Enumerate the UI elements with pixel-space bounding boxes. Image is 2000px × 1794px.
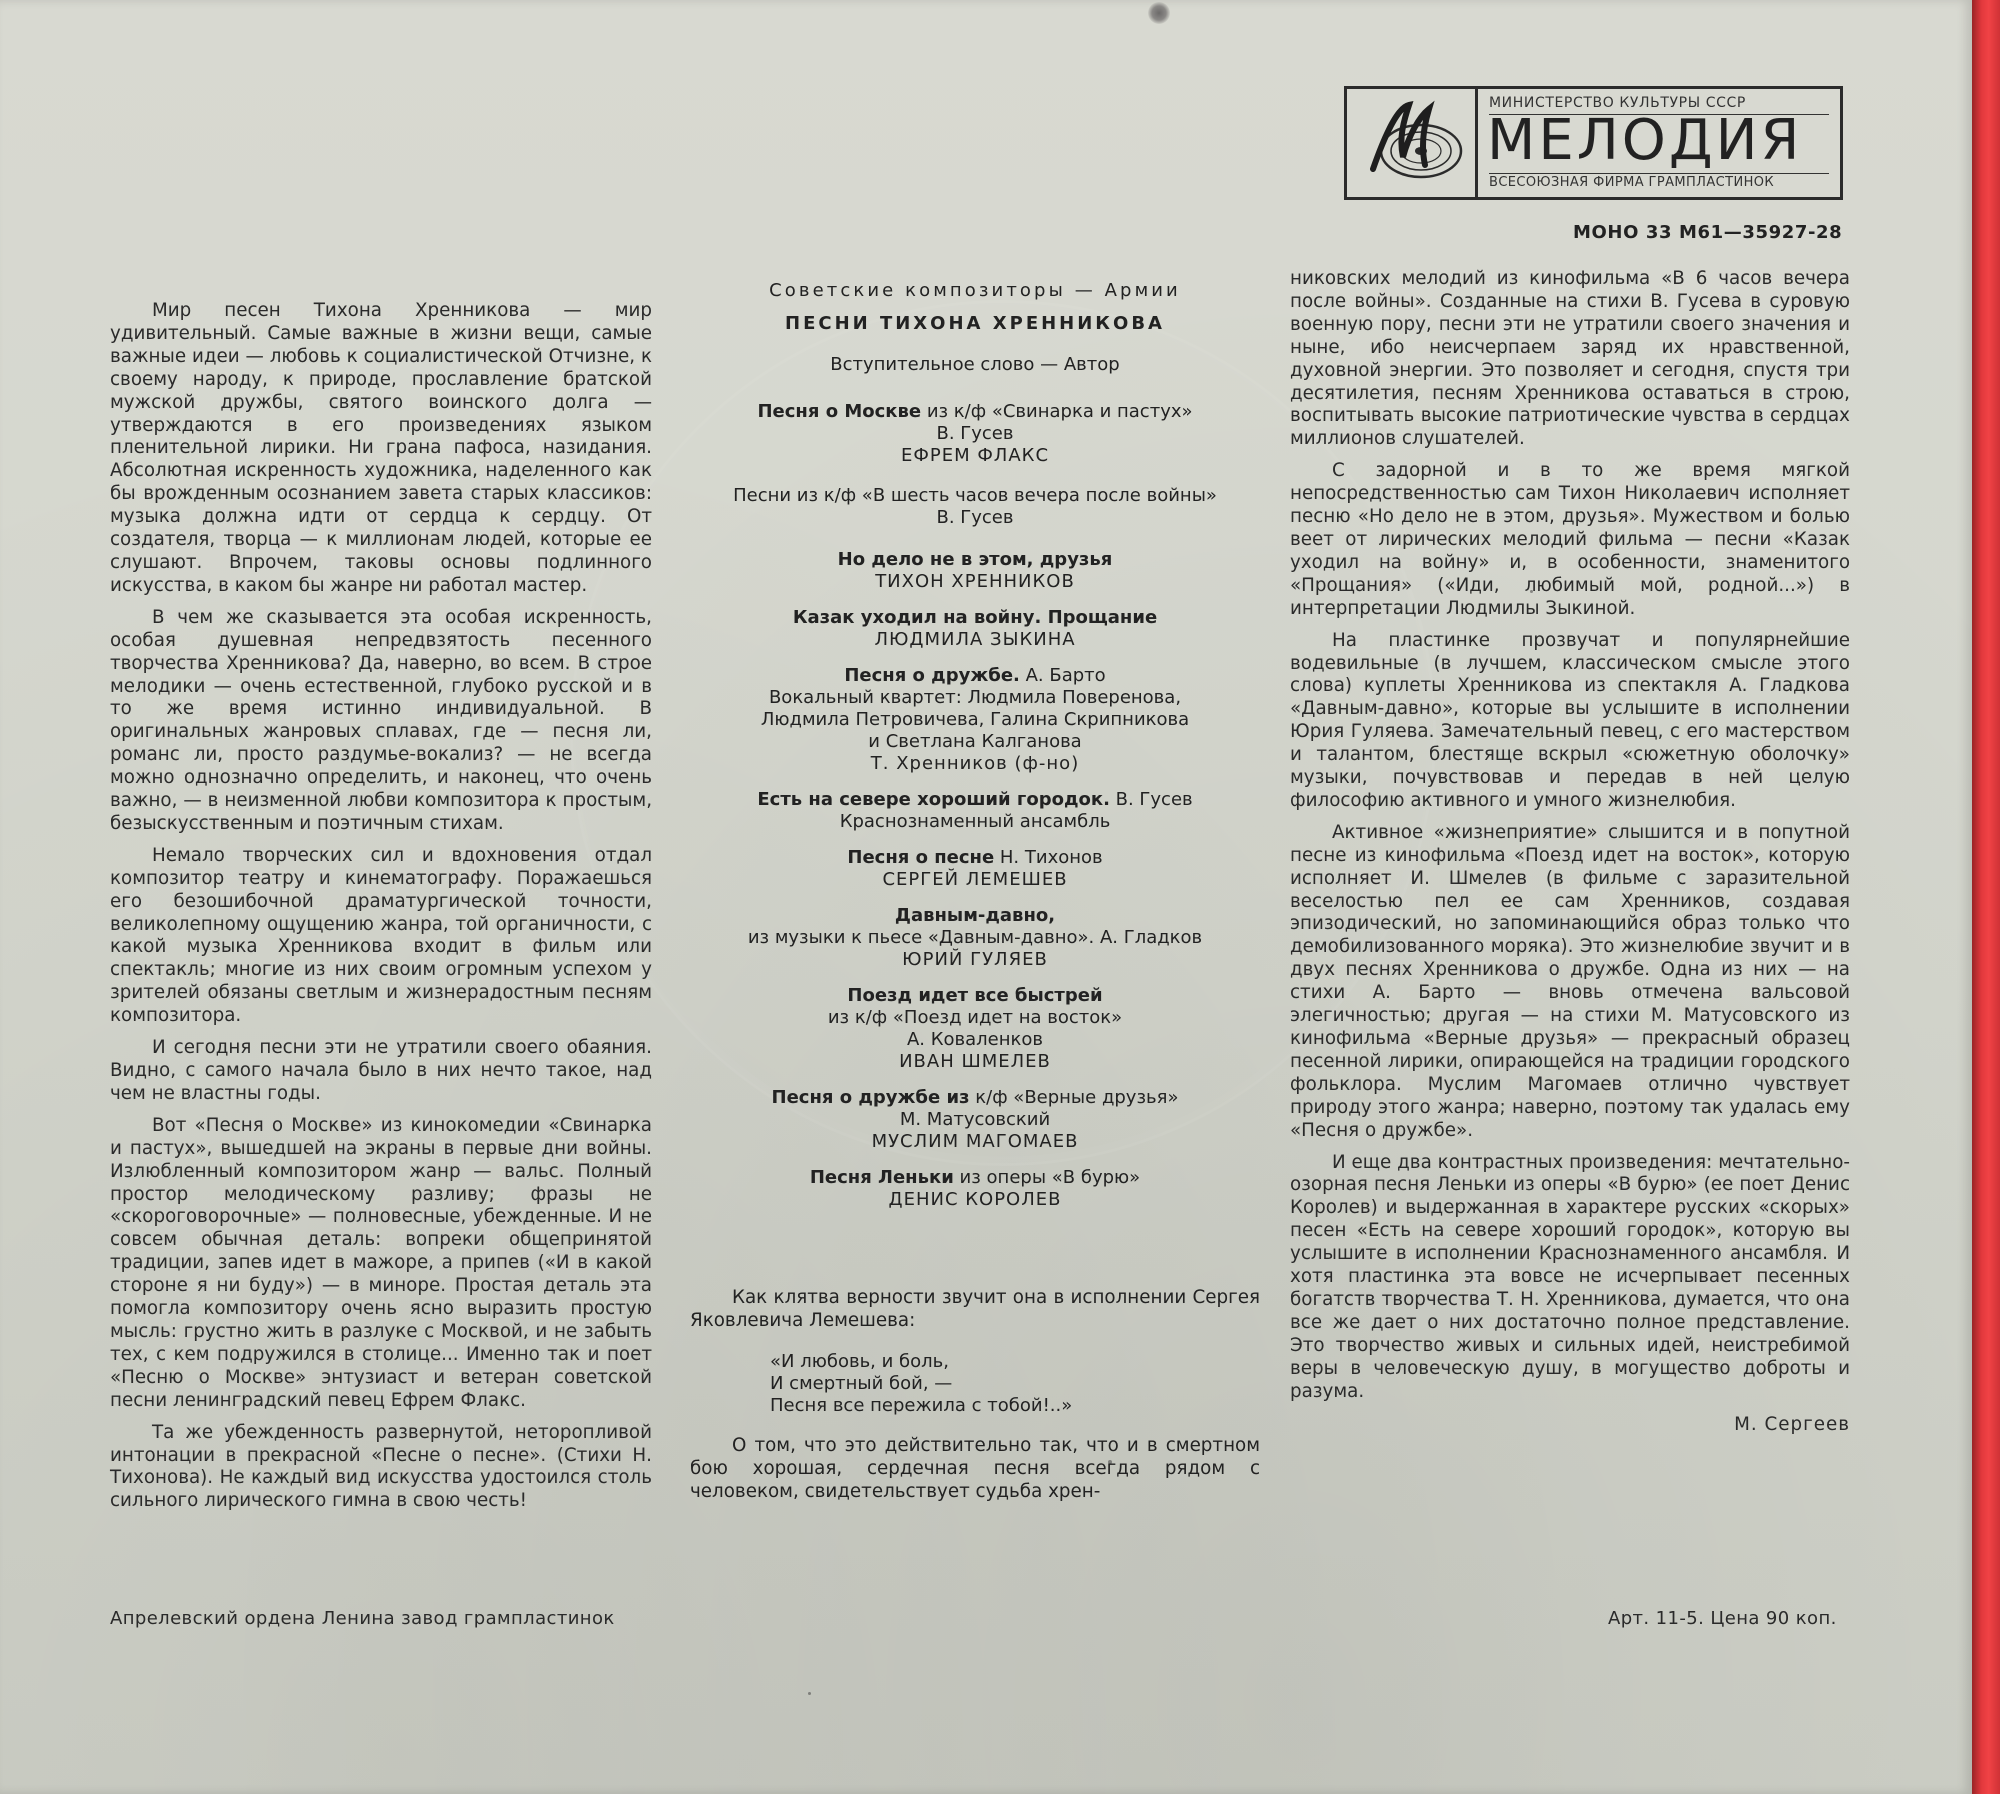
track-title: Песня о дружбе. — [844, 665, 1020, 686]
liner-paragraph: О том, что это действительно так, что и в смертном бою хорошая, сердечная песня всегда рядом с человеком, свидетельствует судьба хрен- — [690, 1434, 1260, 1502]
print-speck — [808, 1692, 811, 1695]
quote-line: Песня все пережила с тобой!..» — [770, 1394, 1073, 1416]
track-performer: СЕРГЕЙ ЛЕМЕШЕВ — [882, 869, 1068, 890]
center-prose — [690, 1287, 1260, 1504]
logo-ministry-text: МИНИСТЕРСТВО КУЛЬТУРЫ СССР — [1489, 95, 1746, 111]
track-poet: Н. Тихонов — [994, 847, 1103, 868]
liner-paragraph: Активное «жизнеприятие» слышится и в попутной песне из кинофильма «Поезд идет на восток», которую исполняет И. Шмелев (в фильме с заразительной веселостью пел ее сам Хренников, создавая эпизодический, но запоминающийся образ только что демобилизованного моряка). Это жизнелюбие звучит и в двух песнях Хренникова о дружбе. Одна из них — на стихи А. Барто — вновь отмечена вальсовой элегичностью; другая — на стихи М. Матусовского из кинофильма «Верные друзья» — прекрасный образец песенной лирики, опирающейся на традиции городского фольклора. Муслим Магомаев отлично чувствует природу этого жанра; наверно, поэтому так удалась ему «Песня о дружбе». — [1290, 821, 1850, 1141]
series-title: Советские композиторы — Армии — [769, 280, 1181, 301]
track-poet: В. Гусев — [936, 507, 1014, 528]
liner-paragraph: Мир песен Тихона Хренникова — мир удивительный. Самые важные в жизни вещи, самые важные идеи — любовь к социалистической Отчизне, к своему народу, к природе, прославление братской мужской дружбы, святого воинского долга — утверждаются в его произведениях языком пленительной лирики. Ни грана пафоса, назидания. Абсолютная искренность художника, наделенного как бы врожденным осознанием завета старых классиков: музыка должна идти от сердца к сердцу. От создателя, творца — к миллионам людей, которые ее слушают. Впрочем, таковы основы подлинного искусства, в каком бы жанре ни работал мастер. — [110, 300, 652, 596]
track-title: Песня Леньки — [809, 1167, 954, 1188]
quote-line: И смертный бой, — — [770, 1372, 953, 1394]
track-performer: ЕФРЕМ ФЛАКС — [900, 445, 1050, 466]
track-performer: МУСЛИМ МАГОМАЕВ — [871, 1131, 1079, 1152]
track-source: из музыки к пьесе «Давным-давно». А. Гладков — [747, 927, 1203, 948]
track-item — [690, 1087, 1260, 1153]
track-title: Песня о песне — [847, 847, 995, 868]
track-title: Песня о Москве — [757, 401, 922, 422]
tracklist-column — [690, 280, 1260, 1514]
track-title: Давным-давно, — [894, 905, 1056, 926]
film-songs-heading — [690, 485, 1260, 529]
track-item — [690, 847, 1260, 891]
track-item — [690, 665, 1260, 775]
track-title: Казак уходил на войну. Прощание — [792, 607, 1158, 628]
track-performer: ИВАН ШМЕЛЕВ — [899, 1051, 1051, 1072]
track-item — [690, 1167, 1260, 1211]
liner-paragraph: И сегодня песни эти не утратили своего обаяния. Видно, с самого начала было в них нечто такое, над чем не властны годы. — [110, 1037, 652, 1104]
track-item — [690, 985, 1260, 1073]
liner-paragraph: В чем же сказывается эта особая искренность, особая душевная непредвзятость песенного творчества Хренникова? Да, наверно, во всем. В строе мелодики — очень естественной, глубоко русской и в то же время истинно индивидуальной. В оригинальных жанровых сплавах, где — песня ли, романс ли, просто раздумье-вокализ? — не всегда можно однозначно определить, и наконец, что очень важно, — в неизменной любви композитора к простым, безыскусственным и поэтичным стихам. — [110, 606, 652, 834]
logo-divider — [1475, 89, 1478, 197]
track-poet: А. Барто — [1019, 665, 1106, 686]
track-item — [690, 905, 1260, 971]
track-performer: ТИХОН ХРЕННИКОВ — [875, 571, 1075, 592]
logo-brand-name: МЕЛОДИЯ — [1487, 108, 1803, 173]
liner-notes-right-column — [1290, 268, 1850, 1445]
liner-paragraph: Немало творческих сил и вдохновения отдал композитор театру и кинематографу. Поражаешься его безошибочной драматургической точности, великолепному ощущению жанра, той органичности, с какой музыка Хренникова входит в фильм или спектакль; многие из них своим огромным успехом у зрителей обязаны светлым и жизнерадостным песням композитора. — [110, 844, 652, 1027]
track-title: Но дело не в этом, друзья — [837, 549, 1113, 570]
track-poet: М. Матусовский — [899, 1109, 1051, 1130]
liner-paragraph: С задорной и в то же время мягкой непосредственностью сам Тихон Николаевич исполняет песню «Но дело не в этом, друзья». Мужеством и болью веет от лирических мелодий фильма — песни «Казак уходил на войну» и, в особенности, знаменитого «Прощания» («Иди, любимый мой, родной...») в интерпретации Людмилы Зыкиной. — [1290, 460, 1850, 619]
quote-line: «И любовь, и боль, — [770, 1350, 949, 1372]
liner-paragraph: Как клятва верности звучит она в исполнении Сергея Яковлевича Лемешева: — [690, 1287, 1260, 1331]
track-ensemble-line: Вокальный квартет: Людмила Поверенова, — [768, 687, 1182, 708]
track-source: из к/ф «Поезд идет на восток» — [827, 1007, 1123, 1028]
track-item — [690, 401, 1260, 467]
track-title: Есть на севере хороший городок. — [757, 789, 1110, 810]
liner-paragraph: Вот «Песня о Москве» из кинокомедии «Свинарка и пастух», вышедшей на экраны в первые дни войны. Излюбленный композитором жанр — вальс. Полный простор мелодическому разливу; фразы не «скороговорочные» — полновесные, убежденные. И не совсем обычная деталь: вопреки общепринятой традиции, запев идет в мажоре, а припев («И в какой стороне я ни буду») — в миноре. Простая деталь эта помогла композитору очень ясно выразить простую мысль: грустно жить в разлуке с Москвой, и не забыть тех, с кем подружился в столице... Именно так и поет «Песню о Москве» энтузиаст и ветеран советской песни ленинградский певец Ефрем Флакс. — [110, 1114, 652, 1411]
logo-rule — [1489, 173, 1829, 174]
melodiya-logo — [1344, 86, 1843, 200]
track-poet: В. Гусев — [936, 423, 1014, 444]
melodiya-emblem-icon — [1359, 99, 1469, 189]
track-ensemble-line: и Светлана Калганова — [868, 731, 1082, 752]
liner-paragraph: никовских мелодий из кинофильма «В 6 часов вечера после войны». Созданные на стихи В. Гусева в суровую военную пору, песни эти не утратили своего значения и ныне, ибо неисчерпаем заряд их нравственной, духовной энергии. Это позволяет и сегодня, спустя три десятилетия, песням Хренникова оставаться в строю, воспитывать высокие патриотические чувства в сердцах миллионов слушателей. — [1290, 268, 1850, 450]
album-title: ПЕСНИ ТИХОНА ХРЕННИКОВА — [785, 313, 1165, 334]
track-performer: ДЕНИС КОРОЛЕВ — [888, 1189, 1062, 1210]
track-title: Поезд идет все быстрей — [847, 985, 1103, 1006]
track-source: из оперы «В бурю» — [953, 1167, 1141, 1188]
track-title: Песня о дружбе из — [771, 1087, 970, 1108]
liner-paragraph: И еще два контрастных произведения: мечтательно-озорная песня Леньки из оперы «В бурю» (ее поет Денис Королев) и выдержанная в характере русских «скорых» песен «Есть на севере хороший городок», которую вы услышите в исполнении Краснознаменного ансамбля. И хотя пластинка эта вовсе не исчерпывает песенных богатств творчества Т. Н. Хренникова, думается, что она все же дает о них достаточно полное представление. Это творчество живых и сильных идей, неистребимой веры в человеческую душу, в могущество доброты и разума. — [1290, 1151, 1850, 1402]
track-poet: А. Коваленков — [906, 1029, 1044, 1050]
intro-track: Вступительное слово — Автор — [830, 354, 1120, 375]
track-item — [690, 789, 1260, 833]
track-ensemble-line: Людмила Петровичева, Галина Скрипникова — [760, 709, 1190, 730]
track-source: из к/ф «Свинарка и пастух» — [921, 401, 1193, 422]
manufacturer-text: Апрелевский ордена Ленина завод грампластинок — [110, 1608, 615, 1629]
track-performer: Т. Хренников (ф-но) — [870, 753, 1080, 774]
liner-paragraph: На пластинке прозвучат и популярнейшие водевильные (в лучшем, классическом смысле этого слова) куплеты Хренникова из спектакля А. Гладкова «Давным-давно», которые вы услышите в исполнении Юрия Гуляева. Замечательный певец, с его мастерством и талантом, блестяще вскрыл «сюжетную оболочку» музыки, почувствовав и передав в ней целую философию активного и умного жизнелюбия. — [1290, 629, 1850, 811]
track-performer: ЛЮДМИЛА ЗЫКИНА — [874, 629, 1076, 650]
film-songs-title: Песни из к/ф «В шесть часов вечера после войны» — [733, 485, 1217, 506]
track-performer: Краснознаменный ансамбль — [839, 811, 1111, 832]
red-inner-sleeve-edge — [1972, 0, 2000, 1794]
price-text: Арт. 11-5. Цена 90 коп. — [1608, 1608, 1837, 1629]
logo-company-text: ВСЕСОЮЗНАЯ ФИРМА ГРАМПЛАСТИНОК — [1489, 175, 1775, 190]
track-performer: ЮРИЙ ГУЛЯЕВ — [902, 949, 1048, 970]
catalog-number: МОНО 33 М61—35927-28 — [1573, 222, 1843, 243]
author-signature: М. Сергеев — [1734, 1413, 1850, 1435]
label-mark — [1148, 2, 1170, 24]
track-source: к/ф «Верные друзья» — [969, 1087, 1179, 1108]
track-item — [690, 607, 1260, 651]
song-quote — [770, 1351, 1260, 1417]
track-poet: В. Гусев — [1109, 789, 1193, 810]
liner-notes-left-column — [110, 300, 652, 1522]
track-item — [690, 549, 1260, 593]
liner-paragraph: Та же убежденность развернутой, неторопливой интонации в прекрасной «Песне о песне». (Стихи Н. Тихонова). Не каждый вид искусства удостоился столь сильного лирического гимна в свою честь! — [110, 1421, 652, 1512]
